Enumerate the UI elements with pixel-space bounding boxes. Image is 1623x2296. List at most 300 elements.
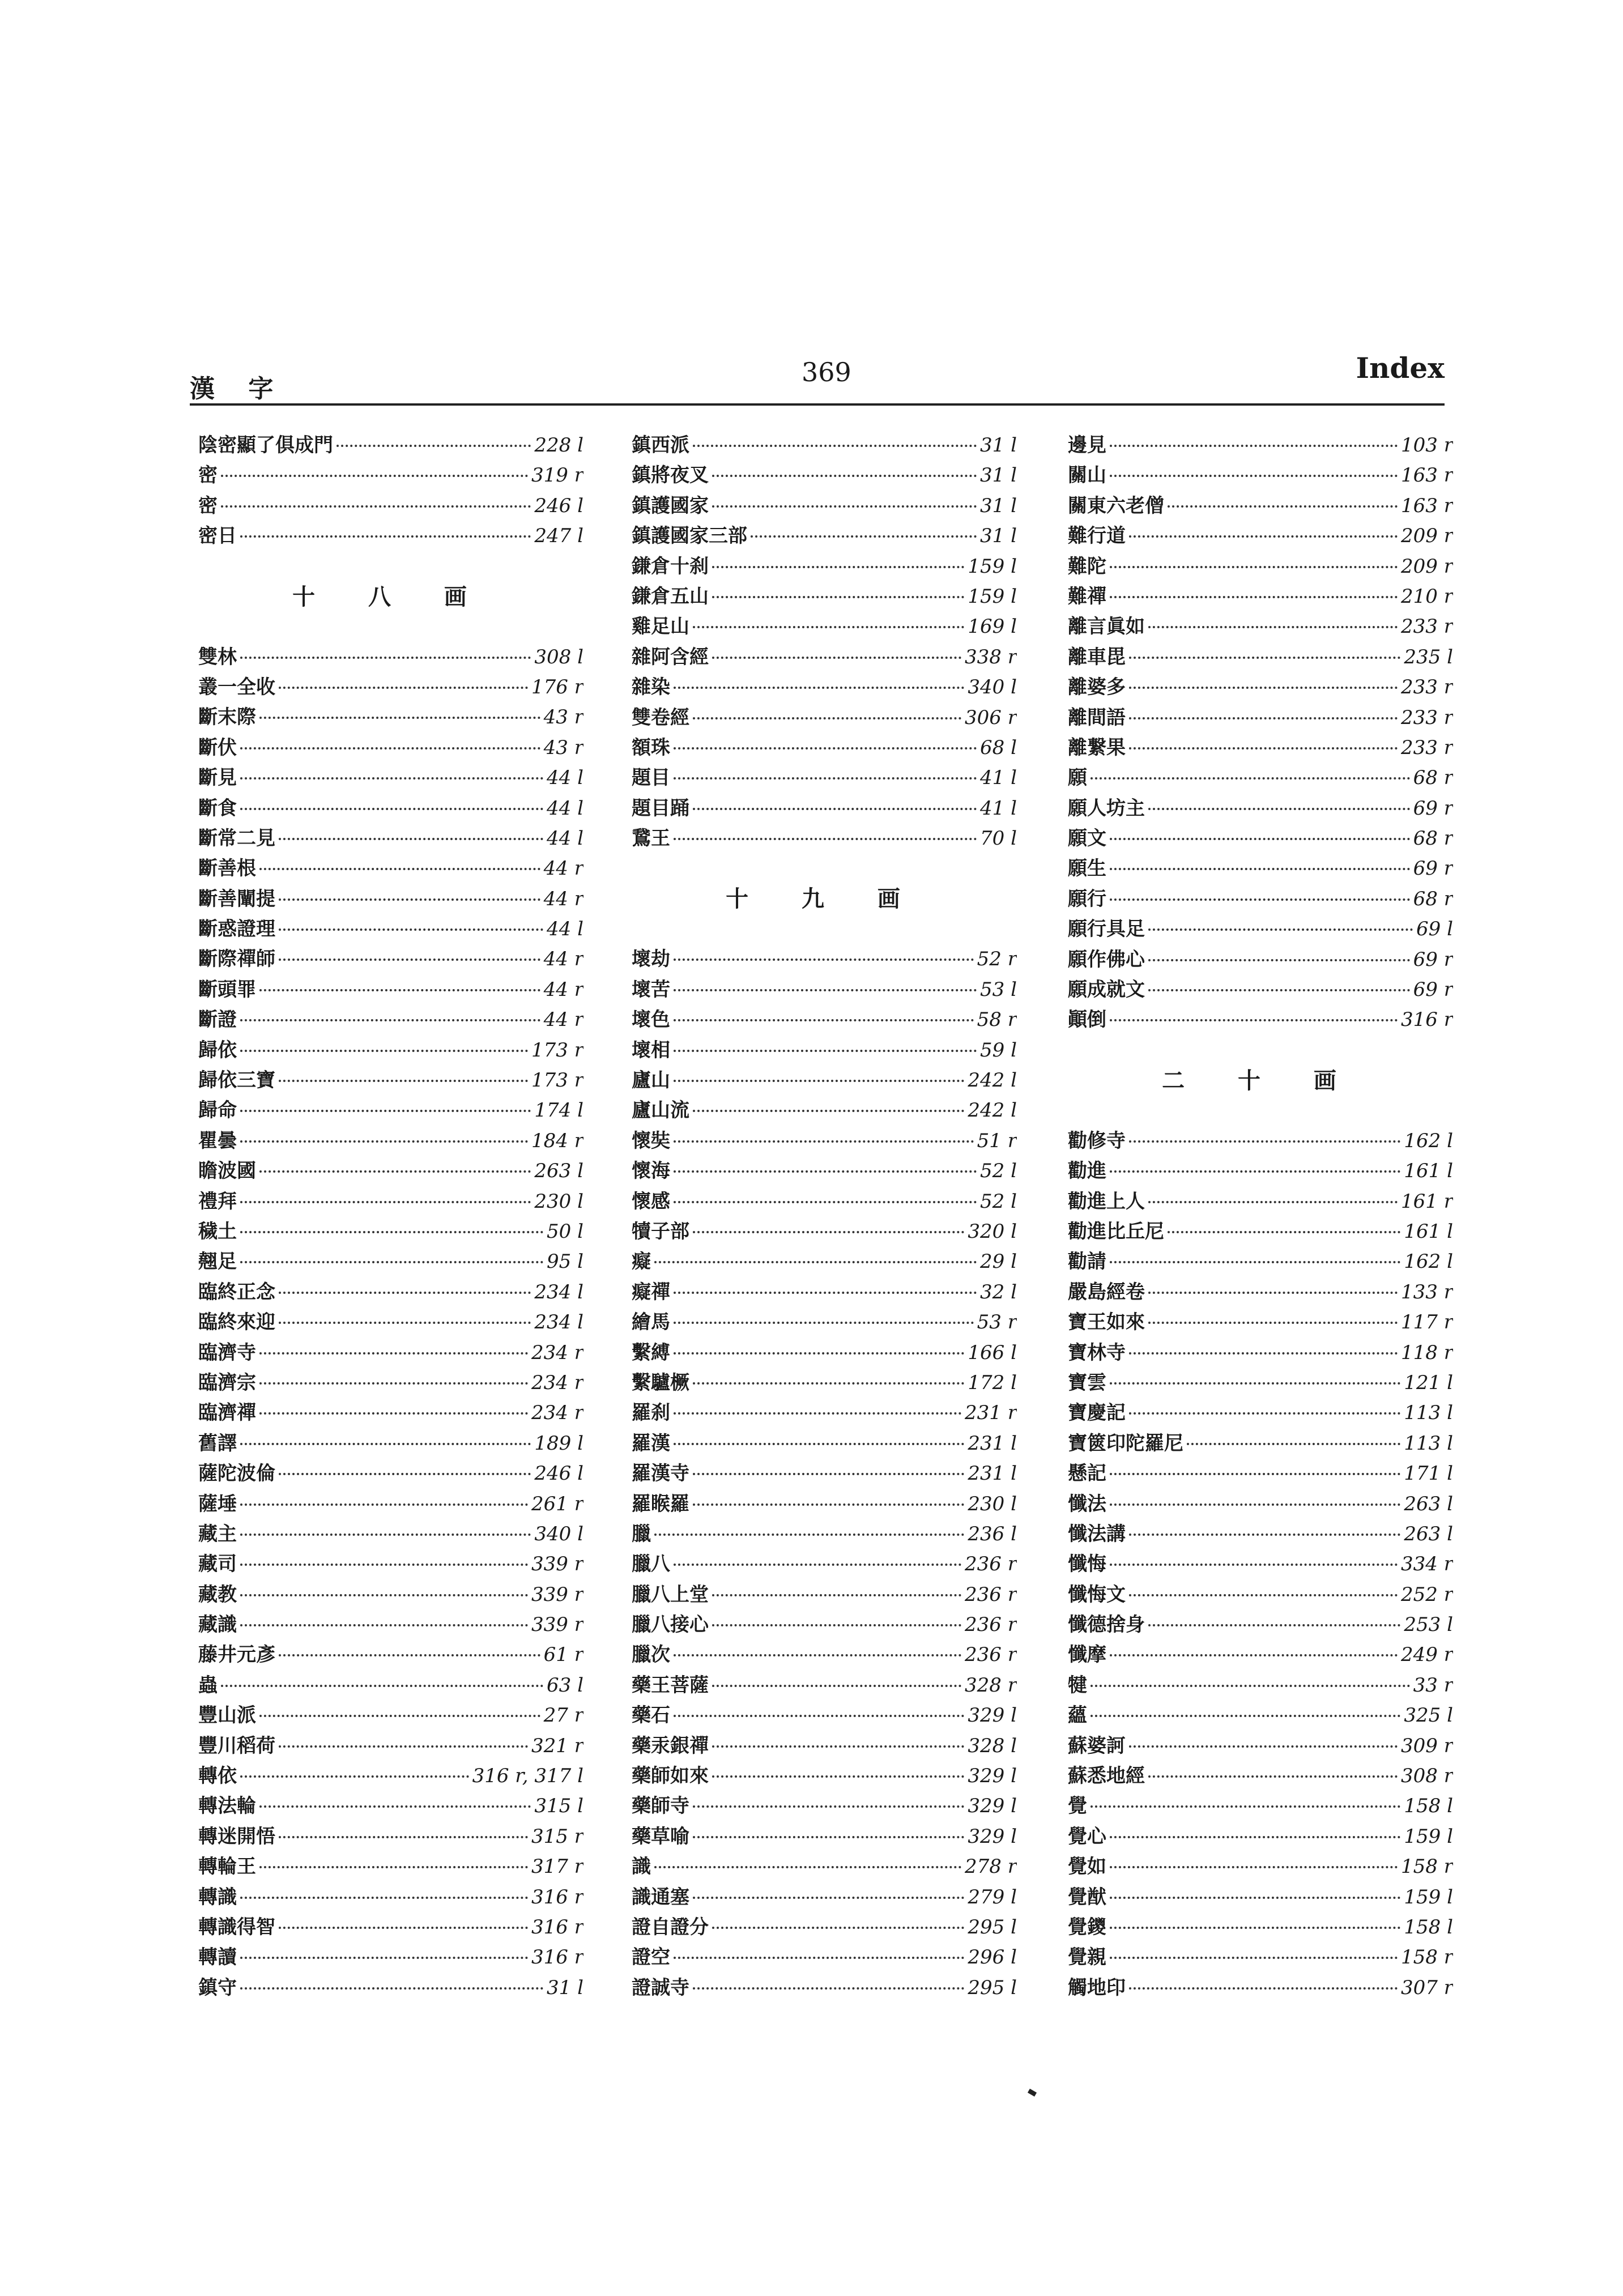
entry-term: 雙卷經 — [632, 706, 689, 729]
index-entry — [198, 884, 583, 914]
page-reference: 236 r — [965, 1613, 1017, 1637]
leader-dots — [1129, 1412, 1400, 1415]
entry-term: 懷感 — [632, 1190, 670, 1213]
index-entry — [1068, 1368, 1453, 1398]
index-entry — [198, 1731, 583, 1761]
leader-dots — [693, 445, 977, 447]
leader-dots — [279, 959, 540, 961]
entry-term: 斷善闡提 — [198, 887, 275, 910]
index-entry — [1068, 1640, 1453, 1670]
leader-dots — [712, 1624, 961, 1626]
page-reference: 321 r — [531, 1734, 583, 1757]
page-reference: 246 l — [534, 1462, 583, 1485]
page-reference: 44 l — [547, 827, 583, 850]
index-entry — [1068, 1519, 1453, 1549]
leader-dots — [259, 1382, 528, 1385]
index-entry — [198, 1217, 583, 1247]
entry-term: 鎮西派 — [632, 434, 689, 457]
page-reference: 230 l — [968, 1492, 1017, 1515]
index-entry — [632, 1852, 1017, 1882]
page-reference: 159 l — [1404, 1885, 1453, 1909]
leader-dots — [674, 1443, 964, 1445]
header-index-label: Index — [1356, 351, 1445, 385]
index-column-2 — [632, 431, 1017, 2003]
entry-term: 願 — [1068, 766, 1087, 790]
leader-dots — [712, 1594, 961, 1596]
index-entry — [632, 461, 1017, 491]
entry-term: 藥石 — [632, 1704, 670, 1727]
entry-term: 羅漢 — [632, 1432, 670, 1455]
page-reference: 236 l — [968, 1522, 1017, 1545]
entry-term: 廬山 — [632, 1069, 670, 1092]
leader-dots — [259, 1866, 528, 1868]
leader-dots — [1148, 1201, 1398, 1203]
page-reference: 69 l — [1416, 918, 1453, 941]
index-entry — [632, 1489, 1017, 1519]
leader-dots — [221, 505, 531, 508]
index-entry — [632, 672, 1017, 702]
page-reference: 233 r — [1401, 736, 1453, 759]
entry-term: 難陀 — [1068, 555, 1106, 578]
index-entry — [632, 582, 1017, 612]
leader-dots — [654, 1261, 977, 1263]
index-entry — [1068, 1882, 1453, 1912]
index-entry — [632, 1307, 1017, 1337]
leader-dots — [240, 1019, 540, 1021]
page-reference: 31 l — [980, 434, 1017, 457]
index-entry — [632, 1247, 1017, 1277]
index-entry — [632, 1549, 1017, 1579]
index-entry — [198, 1066, 583, 1096]
entry-term: 羅刹 — [632, 1402, 670, 1425]
index-entry — [632, 824, 1017, 854]
entry-term: 藏識 — [198, 1613, 237, 1637]
index-entry — [198, 914, 583, 944]
index-entry — [1068, 1307, 1453, 1337]
entry-term: 難禪 — [1068, 585, 1106, 608]
page-reference: 41 l — [980, 766, 1017, 790]
leader-dots — [1148, 989, 1410, 991]
index-entry — [632, 612, 1017, 642]
entry-term: 覺如 — [1068, 1855, 1106, 1878]
page-reference: 31 l — [980, 525, 1017, 548]
page-reference: 51 r — [977, 1129, 1017, 1152]
entry-term: 雜染 — [632, 676, 670, 699]
index-entry — [198, 1671, 583, 1701]
entry-term: 繫驢橛 — [632, 1371, 689, 1394]
page-reference: 340 l — [534, 1522, 583, 1545]
page-reference: 242 l — [968, 1069, 1017, 1092]
entry-term: 藥草喻 — [632, 1825, 689, 1848]
leader-dots — [1148, 959, 1410, 961]
page-reference: 316 r — [531, 1915, 583, 1939]
index-entry — [632, 1640, 1017, 1670]
leader-dots — [693, 626, 964, 628]
leader-dots — [674, 687, 964, 689]
page-reference: 33 r — [1413, 1673, 1453, 1697]
page-reference: 63 l — [547, 1673, 583, 1697]
leader-dots — [240, 1503, 528, 1506]
leader-dots — [693, 717, 961, 719]
page-reference: 307 r — [1401, 1976, 1453, 1999]
leader-dots — [1148, 928, 1413, 931]
leader-dots — [279, 1322, 531, 1324]
entry-term: 懷奘 — [632, 1129, 670, 1152]
page-reference: 234 l — [534, 1280, 583, 1304]
entry-term: 犢子部 — [632, 1220, 689, 1243]
page-reference: 69 r — [1413, 978, 1453, 1002]
index-entry — [1068, 1459, 1453, 1489]
page-reference: 161 r — [1401, 1190, 1453, 1213]
entry-term: 穢土 — [198, 1220, 237, 1243]
page-reference: 231 l — [968, 1432, 1017, 1455]
page-reference: 41 l — [980, 796, 1017, 820]
entry-term: 斷伏 — [198, 736, 237, 759]
entry-term: 臨終正念 — [198, 1280, 275, 1304]
index-entry — [1068, 1912, 1453, 1943]
entry-term: 鎮護國家三部 — [632, 525, 747, 548]
leader-dots — [674, 1352, 964, 1354]
index-entry — [1068, 975, 1453, 1005]
page-reference: 246 l — [534, 494, 583, 517]
index-entry — [198, 944, 583, 974]
page-reference: 234 l — [534, 1311, 583, 1334]
index-entry — [198, 1912, 583, 1943]
leader-dots — [1090, 1805, 1400, 1808]
page-reference: 32 l — [980, 1280, 1017, 1304]
index-entry — [1068, 884, 1453, 914]
page-reference: 340 l — [968, 676, 1017, 699]
page-reference: 278 r — [965, 1855, 1017, 1878]
index-entry — [1068, 854, 1453, 884]
index-column-3 — [1068, 431, 1453, 2003]
index-entry — [198, 1822, 583, 1852]
entry-term: 覺猷 — [1068, 1885, 1106, 1909]
entry-term: 羅睺羅 — [632, 1492, 689, 1515]
page-reference: 44 r — [543, 857, 583, 880]
entry-term: 蟲 — [198, 1673, 218, 1697]
index-entry — [632, 1912, 1017, 1943]
page-reference: 44 r — [543, 978, 583, 1001]
page-reference: 249 r — [1401, 1643, 1453, 1667]
entry-term: 歸依 — [198, 1038, 237, 1062]
leader-dots — [674, 1412, 961, 1415]
index-entry — [1068, 1701, 1453, 1731]
entry-term: 額珠 — [632, 736, 670, 759]
page-reference: 52 l — [980, 1160, 1017, 1183]
index-entry — [198, 1882, 583, 1912]
page-reference: 295 l — [968, 1915, 1017, 1939]
index-entry — [1068, 1761, 1453, 1791]
leader-dots — [1129, 535, 1398, 538]
index-entry — [1068, 491, 1453, 521]
leader-dots — [240, 1261, 543, 1263]
index-entry — [198, 461, 583, 491]
section-heading: 十 八 画 — [292, 583, 489, 610]
entry-term: 雙林 — [198, 645, 237, 668]
leader-dots — [1110, 1897, 1400, 1899]
page-reference: 189 l — [534, 1432, 583, 1455]
index-entry — [1068, 612, 1453, 642]
leader-dots — [1090, 777, 1410, 779]
page-reference: 247 l — [534, 525, 583, 548]
index-entry — [1068, 1580, 1453, 1610]
entry-term: 覺 — [1068, 1795, 1087, 1818]
entry-term: 臘次 — [632, 1643, 670, 1667]
index-entry — [632, 552, 1017, 582]
index-entry — [632, 1671, 1017, 1701]
leader-dots — [693, 1382, 964, 1385]
page-reference: 316 r, 317 l — [472, 1765, 583, 1788]
page-reference: 329 l — [968, 1825, 1017, 1848]
leader-dots — [1110, 868, 1410, 870]
index-entry — [1068, 1126, 1453, 1156]
leader-dots — [259, 1412, 528, 1415]
index-column-1 — [198, 431, 583, 2003]
index-entry — [1068, 1247, 1453, 1277]
entry-term: 離車毘 — [1068, 645, 1126, 668]
index-entry — [198, 431, 583, 461]
leader-dots — [279, 1927, 528, 1929]
leader-dots — [712, 566, 964, 568]
index-entry — [632, 1761, 1017, 1791]
leader-dots — [693, 1987, 964, 1990]
index-entry — [1068, 1338, 1453, 1368]
leader-dots — [1110, 1836, 1400, 1838]
index-entry — [198, 491, 583, 521]
page-reference: 315 r — [531, 1825, 583, 1848]
entry-term: 叢一全收 — [198, 675, 275, 698]
index-entry — [198, 733, 583, 763]
page-reference: 162 l — [1404, 1129, 1453, 1152]
index-entry — [632, 733, 1017, 763]
page-reference: 228 l — [534, 434, 583, 457]
entry-term: 證誠寺 — [632, 1976, 689, 1999]
entry-term: 臘 — [632, 1522, 651, 1545]
entry-term: 繫縛 — [632, 1341, 670, 1364]
page-reference: 172 l — [968, 1371, 1017, 1394]
entry-term: 歸命 — [198, 1099, 237, 1122]
entry-term: 舊譯 — [198, 1432, 237, 1455]
page-reference: 118 r — [1401, 1341, 1453, 1364]
leader-dots — [240, 1201, 531, 1203]
entry-term: 鎮護國家 — [632, 494, 709, 517]
leader-dots — [221, 1685, 543, 1687]
entry-term: 斷頭罪 — [198, 978, 256, 1001]
leader-dots — [279, 1473, 531, 1475]
index-entry — [632, 1882, 1017, 1912]
entry-term: 寶慶記 — [1068, 1402, 1126, 1425]
page-reference: 161 l — [1404, 1160, 1453, 1183]
page-reference: 173 r — [531, 1038, 583, 1062]
index-entry — [198, 1398, 583, 1428]
index-entry — [632, 1519, 1017, 1549]
section-heading: 十 九 画 — [726, 885, 923, 913]
page-reference: 295 l — [968, 1976, 1017, 1999]
leader-dots — [240, 1987, 543, 1990]
index-entry — [198, 1852, 583, 1882]
leader-dots — [1148, 1775, 1398, 1778]
page-reference: 68 l — [980, 736, 1017, 759]
entry-term: 蘇悉地經 — [1068, 1765, 1145, 1788]
page-reference: 328 l — [968, 1734, 1017, 1757]
entry-term: 歸依三寶 — [198, 1069, 275, 1092]
entry-term: 蘇婆訶 — [1068, 1734, 1126, 1757]
index-entry — [1068, 1610, 1453, 1640]
leader-dots — [240, 1050, 528, 1052]
leader-dots — [674, 1019, 974, 1021]
entry-term: 鎌倉十刹 — [632, 555, 709, 578]
page-reference: 44 r — [543, 1008, 583, 1032]
index-entry — [632, 1580, 1017, 1610]
entry-term: 懺法講 — [1068, 1522, 1126, 1545]
index-entry — [632, 1217, 1017, 1247]
entry-term: 斷常二見 — [198, 827, 275, 850]
page-reference: 209 r — [1401, 525, 1453, 548]
index-entry — [198, 642, 583, 672]
leader-dots — [259, 717, 540, 719]
page-reference: 231 r — [965, 1402, 1017, 1425]
entry-term: 斷見 — [198, 766, 237, 790]
index-entry — [1068, 1822, 1453, 1852]
index-entry — [198, 975, 583, 1005]
index-entry — [1068, 672, 1453, 702]
page-reference: 279 l — [968, 1885, 1017, 1909]
index-entry — [198, 794, 583, 824]
index-entry — [198, 1338, 583, 1368]
entry-term: 瞻波國 — [198, 1160, 256, 1183]
entry-term: 懷海 — [632, 1160, 670, 1183]
leader-dots — [279, 838, 543, 840]
index-entry — [198, 1973, 583, 2003]
page-reference: 27 r — [543, 1704, 583, 1727]
page-reference: 113 l — [1404, 1402, 1453, 1425]
leader-dots — [1110, 1382, 1400, 1385]
leader-dots — [693, 1110, 964, 1112]
page-reference: 158 l — [1404, 1915, 1453, 1939]
entry-term: 斷惑證理 — [198, 918, 275, 941]
entry-term: 轉識得智 — [198, 1915, 275, 1939]
entry-term: 嚴島經卷 — [1068, 1280, 1145, 1304]
index-entry — [1068, 582, 1453, 612]
index-entry — [632, 794, 1017, 824]
entry-term: 藥汞銀禪 — [632, 1734, 709, 1757]
index-entry — [198, 763, 583, 793]
leader-dots — [674, 1957, 964, 1959]
entry-term: 臘八 — [632, 1553, 670, 1576]
entry-term: 懺悔 — [1068, 1553, 1106, 1576]
leader-dots — [240, 535, 531, 538]
page-reference: 159 l — [968, 585, 1017, 608]
index-entry — [1068, 1943, 1453, 1973]
entry-term: 藏司 — [198, 1553, 237, 1576]
entry-term: 邊見 — [1068, 434, 1106, 457]
leader-dots — [279, 898, 540, 901]
entry-term: 藏教 — [198, 1583, 237, 1606]
leader-dots — [1110, 838, 1410, 840]
entry-term: 勸進上人 — [1068, 1190, 1145, 1213]
leader-dots — [712, 1927, 964, 1929]
index-entry — [198, 1519, 583, 1549]
entry-term: 壞苦 — [632, 978, 670, 1001]
page-header — [190, 351, 1445, 403]
page-reference: 263 l — [534, 1160, 583, 1183]
entry-term: 臨濟宗 — [198, 1371, 256, 1394]
entry-term: 轉依 — [198, 1765, 237, 1788]
index-entry — [632, 1731, 1017, 1761]
page-reference: 171 l — [1404, 1462, 1453, 1485]
leader-dots — [240, 1957, 528, 1959]
entry-term: 懺摩 — [1068, 1643, 1106, 1667]
leader-dots — [1110, 898, 1410, 901]
entry-term: 願生 — [1068, 857, 1106, 880]
page-reference: 44 r — [543, 948, 583, 971]
leader-dots — [1129, 687, 1398, 689]
index-entry — [1068, 431, 1453, 461]
leader-dots — [240, 1231, 543, 1233]
entry-term: 勸請 — [1068, 1250, 1106, 1273]
index-entry — [632, 1005, 1017, 1035]
page-reference: 296 l — [968, 1946, 1017, 1969]
leader-dots — [674, 989, 977, 991]
entry-term: 覺鑁 — [1068, 1915, 1106, 1939]
leader-dots — [1129, 747, 1398, 749]
entry-term: 鎮守 — [198, 1976, 237, 1999]
leader-dots — [259, 1805, 531, 1808]
page-reference: 117 r — [1401, 1311, 1453, 1334]
entry-term: 覺心 — [1068, 1825, 1106, 1848]
index-entry — [198, 1489, 583, 1519]
page-reference: 61 r — [543, 1643, 583, 1667]
entry-term: 願行具足 — [1068, 918, 1145, 941]
entry-term: 翹足 — [198, 1250, 237, 1273]
header-rule — [190, 403, 1445, 406]
index-entry — [198, 1580, 583, 1610]
page-reference: 261 r — [531, 1492, 583, 1515]
leader-dots — [712, 1775, 964, 1778]
index-entry — [632, 1338, 1017, 1368]
leader-dots — [240, 657, 531, 659]
index-entry — [632, 703, 1017, 733]
entry-term: 離言眞如 — [1068, 615, 1145, 638]
entry-term: 豐山派 — [198, 1704, 256, 1727]
entry-term: 寶篋印陀羅尼 — [1068, 1432, 1183, 1455]
page-reference: 306 r — [965, 706, 1017, 729]
leader-dots — [654, 1533, 964, 1536]
stray-ink-mark — [1028, 2089, 1037, 2097]
leader-dots — [1187, 1443, 1400, 1445]
index-entry — [198, 521, 583, 551]
page-reference: 31 l — [980, 464, 1017, 487]
page-reference: 53 l — [980, 978, 1017, 1001]
entry-term: 識通塞 — [632, 1885, 689, 1909]
leader-dots — [1110, 1261, 1400, 1263]
leader-dots — [712, 1685, 961, 1687]
leader-dots — [1110, 1170, 1400, 1173]
page-reference: 50 l — [547, 1220, 583, 1243]
page-reference: 263 l — [1404, 1492, 1453, 1515]
entry-term: 斷食 — [198, 796, 237, 820]
entry-term: 勸進 — [1068, 1160, 1106, 1183]
leader-dots — [751, 535, 977, 538]
leader-dots — [240, 1775, 469, 1778]
index-entry — [1068, 1156, 1453, 1186]
page-reference: 44 l — [547, 918, 583, 941]
index-entry — [632, 521, 1017, 551]
index-entry — [198, 1368, 583, 1398]
index-entry — [1068, 461, 1453, 491]
entry-term: 藥王菩薩 — [632, 1673, 709, 1697]
